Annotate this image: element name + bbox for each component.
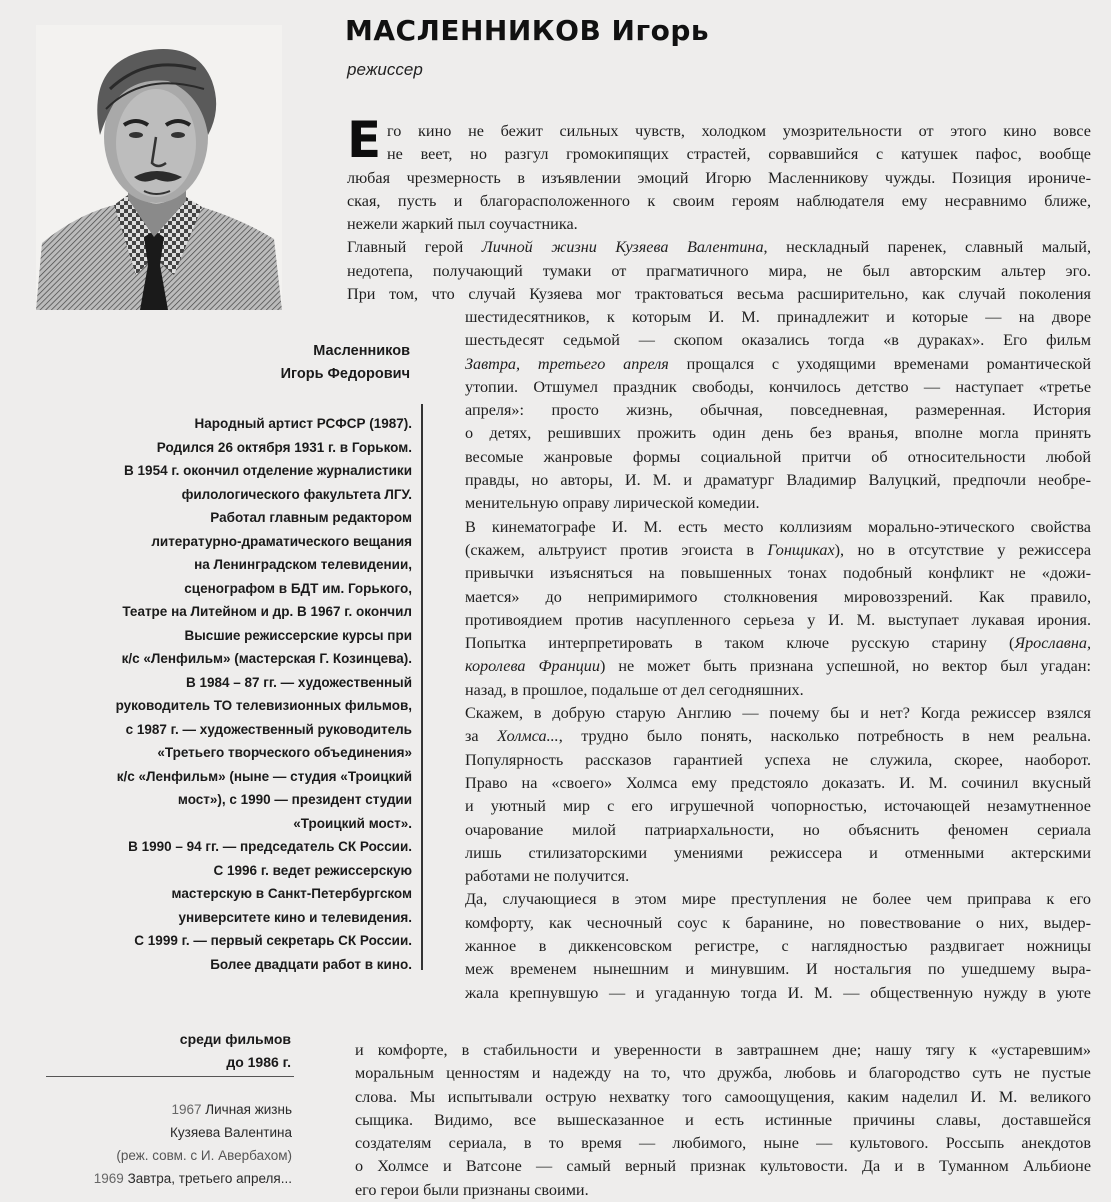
text-line: недотепа, получающий тумаки от прагматичного мира, не был авторским альтер эго. — [347, 261, 1091, 280]
page-title: МАСЛЕННИКОВ Игорь — [345, 14, 710, 47]
text-line: за Холмса..., трудно было понять, насколько потребность в нем реальна. — [465, 727, 1091, 746]
bio-line: В 1984 – 87 гг. — художественный — [185, 674, 412, 690]
text-line: апреля»: просто жизнь, обычная, повседневная, размеренная. История — [465, 401, 1091, 420]
bio-line: университете кино и телевидения. — [178, 909, 412, 925]
bio-line: «Троицкий мост». — [293, 815, 412, 831]
bio-line: на Ленинградском телевидении, — [194, 557, 412, 572]
bio-line: Театре на Литейном и др. В 1967 г. окончил — [122, 604, 412, 619]
text-line: работами не получится. — [465, 867, 630, 886]
text-line: его герои были признаны своими. — [355, 1180, 589, 1199]
bio-line: С 1996 г. ведет режиссерскую — [213, 862, 412, 878]
film-item — [40, 1121, 292, 1144]
text-line: создателям сериала, в то время — любимого, ныне — культового. Россыпь анекдотов — [355, 1134, 1091, 1153]
film-title: Кузяева Валентина — [170, 1125, 292, 1140]
text-line: Завтра, третьего апреля прощался с уходящими временами романтической — [465, 354, 1091, 373]
text-line: назад, в прошлое, подальше от дел сегодняшних. — [465, 680, 804, 699]
filmography-heading-line1: среди фильмов — [179, 1031, 291, 1047]
text-line: го кино не бежит сильных чувств, холодком умозрительности от этого кино вовсе — [387, 122, 1091, 140]
text-line: мается» до непримиримого столкновения мировоззрений. Как правило, — [465, 587, 1091, 606]
bio-given-names: Игорь Федорович — [280, 366, 410, 382]
text-line: жанное в диккенсовском регистре, с наглядностью раздвигает ножницы — [465, 937, 1091, 956]
bio-line: С 1999 г. — первый секретарь СК России. — [134, 933, 412, 948]
text-line: нежели жаркий пыл соучастника. — [347, 215, 578, 234]
film-item — [40, 1098, 292, 1121]
bio-line: с 1987 г. — художественный руководитель — [125, 721, 412, 737]
text-line: слова. Мы испытывали острую нехватку того самоощущения, каким наделил И. М. великого — [355, 1087, 1091, 1106]
bio-line: к/с «Ленфильм» (ныне — студия «Троицкий — [116, 768, 412, 784]
text-line: противоядием против насупленного серьеза у И. М. выступает лукавая ирония. — [465, 610, 1091, 629]
bio-full-name — [160, 340, 410, 386]
text-line: шестидесятников, к которым И. М. принадлежит и которые — на дворе — [465, 308, 1091, 326]
text-line: правды, но авторы, И. М. и драматург Владимир Валуцкий, предпочли необре- — [465, 471, 1091, 490]
text-line: и уютный мир с его игрушечной чопорностью, источающей незамутненное — [465, 797, 1091, 816]
biography-list — [30, 412, 412, 976]
bio-line: Работал главным редактором — [210, 510, 412, 525]
text-line: Главный герой Личной жизни Кузяева Валентина, нескладный паренек, славный малый, — [347, 238, 1091, 257]
filmography-heading-line2: до 1986 г. — [226, 1054, 291, 1070]
text-line: шестьдесят седьмой — скопом оказались тогда «в дураках». Его фильм — [465, 331, 1091, 350]
article-text-block-2 — [465, 306, 1091, 1005]
text-line: не веет, но разгул громокипящих страстей, сорвавшийся с катушек пафос, вообще — [387, 145, 1091, 164]
person-role: режиссер — [347, 60, 423, 79]
text-line: комфорту, как чесночный соус к баранине, но повествование о них, выдер- — [465, 913, 1091, 932]
film-title: Завтра, третьего апреля... — [127, 1171, 292, 1186]
text-line: привычки изъясняться на повышенных тонах подобный конфликт не «дожи- — [465, 564, 1091, 583]
article-text-block-3 — [355, 1039, 1091, 1202]
bio-line: Народный артист РСФСР (1987). — [194, 416, 412, 431]
text-line: Да, случающиеся в этом мире преступления не более чем приправа к его — [465, 890, 1091, 909]
text-line: весомые жанровые формы социальной притчи об относительности любой — [465, 447, 1091, 466]
filmography-heading — [60, 1028, 291, 1074]
film-title: Личная жизнь — [205, 1102, 292, 1117]
bio-line: Родился 26 октября 1931 г. в Горьком. — [156, 439, 412, 455]
text-line: сыщика. Видимо, все вышесказанное и есть истинные причины славы, доставшейся — [355, 1110, 1091, 1129]
article-text-block-1 — [347, 111, 1091, 306]
text-line: Право на «своего» Холмса ему предстояло доказать. И. М. сочинил вкусный — [465, 773, 1091, 792]
text-line: утопии. Отшумел праздник свободы, кончилось детство — наступает «третье — [465, 377, 1091, 396]
text-line: моральным ценностям и надежду на то, что дружба, любовь и благородство суть не пустые — [355, 1064, 1091, 1083]
bio-divider-line — [421, 404, 423, 970]
text-line: жала крепнувшую — и угаданную тогда И. М. — общественную нужду в уюте — [465, 983, 1091, 1002]
text-line: Скажем, в добрую старую Англию — почему бы и нет? Когда режиссер взялся — [465, 704, 1091, 723]
film-year: 1967 — [171, 1102, 206, 1117]
text-line: лишь стилизаторскими умениями режиссера и отменными актерскими — [465, 843, 1091, 862]
film-year: 1969 — [93, 1171, 128, 1186]
bio-line: сценографом в БДТ им. Горького, — [184, 580, 412, 596]
bio-surname: Масленников — [313, 343, 410, 359]
text-line: о детях, решивших прожить один день без вранья, вполне могла принять — [465, 424, 1091, 443]
text-line: (скажем, альтруист против эгоиста в Гонщиках), но в отсутствие у режиссера — [465, 540, 1091, 559]
bio-line: «Третьего творческого объединения» — [157, 745, 412, 760]
film-item — [40, 1167, 292, 1190]
text-line: ская, пусть и благорасположенного к своим героям наблюдателя ему несравнимо ближе, — [347, 191, 1091, 210]
bio-line: руководитель ТО телевизионных фильмов, — [115, 698, 412, 713]
bio-line: мастерскую в Санкт-Петербургском — [171, 886, 412, 901]
text-line: При том, что случай Кузяева мог трактоваться весьма расширительно, как случай поколения — [347, 285, 1091, 304]
portrait-image — [36, 25, 282, 310]
bio-line: В 1990 – 94 гг. — председатель СК России. — [128, 839, 412, 854]
bio-line: к/с «Ленфильм» (мастерская Г. Козинцева). — [121, 651, 412, 666]
filmography-divider — [46, 1076, 294, 1077]
text-line: любая чрезмерность в изъявлении эмоций Игорю Масленникову чужды. Позиция ирониче- — [347, 168, 1091, 187]
bio-line: литературно-драматического вещания — [151, 533, 412, 549]
text-line: меж временем нынешним и минувшим. И ностальгия по ушедшему выра- — [465, 960, 1091, 979]
text-line: очарование милой патриархальности, но объяснить феномен сериала — [465, 820, 1091, 839]
bio-line: мост»), с 1990 — президент студии — [177, 792, 412, 807]
filmography-list — [40, 1098, 292, 1190]
text-line: о Холмсе и Ватсоне — самый верный признак культовости. Да и в Туманном Альбионе — [355, 1157, 1091, 1176]
drop-cap: Е — [347, 111, 382, 169]
text-line: Популярность рассказов гарантией успеха не служила, скорее, наоборот. — [465, 750, 1091, 769]
bio-line: В 1954 г. окончил отделение журналистики — [124, 463, 412, 478]
text-line: менительную оправу лирической комедии. — [465, 494, 760, 513]
bio-line: Более двадцати работ в кино. — [210, 956, 412, 972]
text-line: и комфорте, в стабильности и уверенности в завтрашнем дне; нашу тягу к «устаревшим» — [355, 1041, 1091, 1059]
text-line: Попытка интерпретировать в таком ключе русскую старину (Ярославна, — [465, 634, 1091, 653]
bio-line: филологического факультета ЛГУ. — [181, 486, 412, 502]
bio-line: Высшие режиссерские курсы при — [184, 627, 412, 643]
text-line: королева Франции) не может быть признана успешной, но вектор был угадан: — [465, 657, 1091, 676]
film-title: (реж. совм. с И. Авербахом) — [116, 1148, 292, 1163]
film-item — [40, 1144, 292, 1167]
text-line: В кинематографе И. М. есть место коллизиям морально-этического свойства — [465, 517, 1091, 536]
